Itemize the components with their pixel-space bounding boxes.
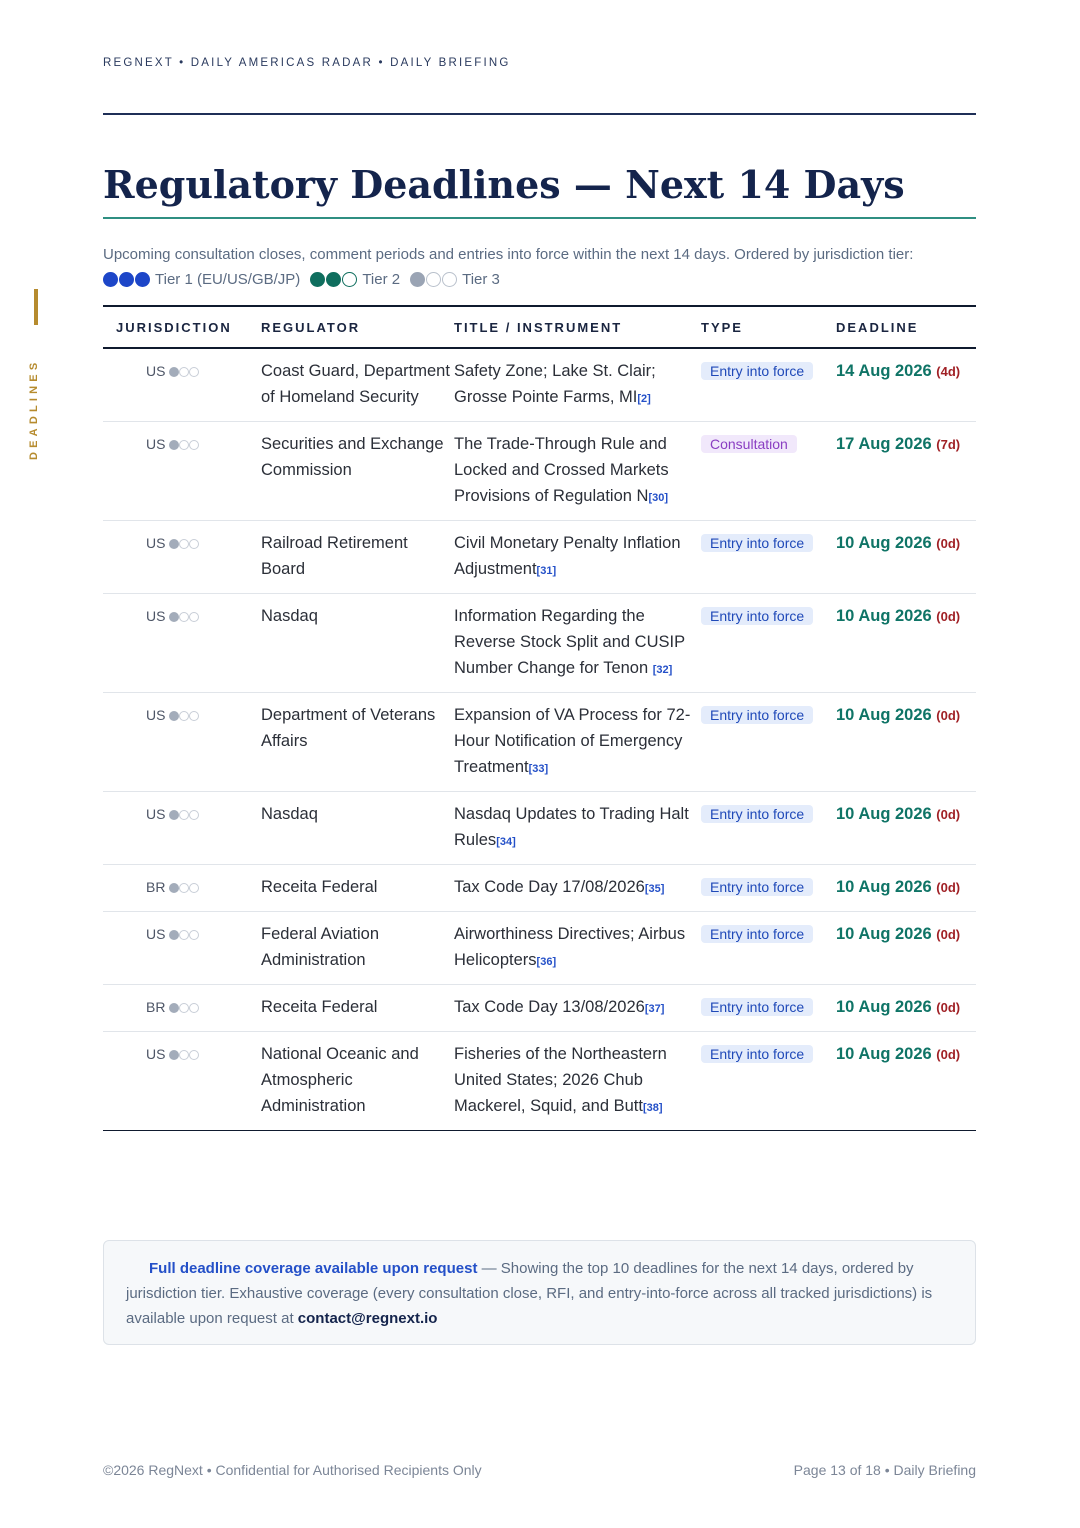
days-remaining: (0d) <box>936 1000 961 1015</box>
deadline-cell <box>836 422 976 521</box>
type-badge: Entry into force <box>701 805 813 823</box>
type-cell <box>701 521 836 594</box>
tier-dot-icon <box>326 272 341 287</box>
table-row <box>103 422 976 521</box>
tier-dot-icon <box>169 367 179 377</box>
days-remaining: (0d) <box>936 708 961 723</box>
days-remaining: (0d) <box>936 807 961 822</box>
type-cell <box>701 985 836 1032</box>
tier-dot-icon <box>189 1050 199 1060</box>
table-row <box>103 594 976 693</box>
tier-dot-icon <box>135 272 150 287</box>
jurisdiction-cell <box>103 792 261 865</box>
tier-dot-icon <box>169 930 179 940</box>
type-cell <box>701 912 836 985</box>
deadline-date: 14 Aug 2026 <box>836 362 932 380</box>
deadline-date: 10 Aug 2026 <box>836 1045 932 1063</box>
title-cell <box>454 865 701 912</box>
contact-email-link[interactable]: contact@regnext.io <box>297 1310 438 1327</box>
column-header-type: TYPE <box>701 306 836 348</box>
jurisdiction-code: US <box>146 1046 166 1062</box>
type-badge: Entry into force <box>701 998 813 1016</box>
jurisdiction-cell <box>103 1032 261 1131</box>
jurisdiction-cell <box>103 521 261 594</box>
days-remaining: (7d) <box>936 437 961 452</box>
tier-dot-icon <box>189 810 199 820</box>
tier-dot-icon <box>189 930 199 940</box>
instrument-title: Information Regarding the Reverse Stock Split and CUSIP Number Change for Tenon <box>454 607 685 677</box>
tier-dot-icon <box>179 883 189 893</box>
jurisdiction-cell <box>103 693 261 792</box>
jurisdiction-cell <box>103 422 261 521</box>
type-badge: Entry into force <box>701 607 813 625</box>
tier-dot-icon <box>410 272 425 287</box>
jurisdiction-code: US <box>146 926 166 942</box>
type-cell <box>701 792 836 865</box>
reference-link[interactable]: [37] <box>644 1003 665 1015</box>
tier-dot-icon <box>103 272 118 287</box>
instrument-title: The Trade-Through Rule and Locked and Crossed Markets Provisions of Regulation N <box>454 435 669 505</box>
deadline-date: 10 Aug 2026 <box>836 534 932 552</box>
jurisdiction-code: US <box>146 608 166 624</box>
table-row <box>103 865 976 912</box>
instrument-title: Nasdaq Updates to Trading Halt Rules <box>454 805 689 849</box>
deadline-cell <box>836 912 976 985</box>
deadline-date: 10 Aug 2026 <box>836 998 932 1016</box>
title-cell <box>454 348 701 422</box>
tier-dot-icon <box>179 711 189 721</box>
days-remaining: (0d) <box>936 1047 961 1062</box>
tier-dot-icon <box>169 612 179 622</box>
deadline-date: 17 Aug 2026 <box>836 435 932 453</box>
deadline-date: 10 Aug 2026 <box>836 925 932 943</box>
tier-2-label: Tier 2 <box>362 271 401 288</box>
instrument-title: Civil Monetary Penalty Inflation Adjustment <box>454 534 681 578</box>
type-badge: Entry into force <box>701 706 813 724</box>
jurisdiction-cell <box>103 865 261 912</box>
reference-link[interactable]: [2] <box>637 393 651 405</box>
reference-link[interactable]: [31] <box>536 565 557 577</box>
type-cell <box>701 594 836 693</box>
jurisdiction-code: BR <box>146 999 166 1015</box>
regulator-cell: National Oceanic and Atmospheric Administration <box>261 1045 419 1115</box>
days-remaining: (0d) <box>936 609 961 624</box>
tier-dot-icon <box>179 1050 189 1060</box>
regulator-cell: Railroad Retirement Board <box>261 521 454 594</box>
tier-dot-icon <box>189 367 199 377</box>
reference-link[interactable]: [33] <box>528 763 549 775</box>
title-cell <box>454 594 701 693</box>
tier-1-label: Tier 1 (EU/US/GB/JP) <box>155 271 301 288</box>
page-title: Regulatory Deadlines — Next 14 Days <box>103 162 905 207</box>
deadline-cell <box>836 693 976 792</box>
deadlines-table <box>103 305 976 1131</box>
tier-dot-icon <box>169 1003 179 1013</box>
jurisdiction-cell <box>103 985 261 1032</box>
notice-body: — Showing the top 10 deadlines for the next 14 days, ordered by jurisdiction tier. Exhaustive coverage (every consultation close, RFI, and entry-into-force across all tracked jurisdictions) is available upon request at <box>126 1260 933 1327</box>
reference-link[interactable]: [32] <box>652 664 673 676</box>
table-row <box>103 1032 976 1131</box>
side-section-label: DEADLINES <box>28 358 40 460</box>
regulator-cell: Department of Veterans Affairs <box>261 693 454 792</box>
type-cell <box>701 693 836 792</box>
instrument-title: Airworthiness Directives; Airbus Helicopters <box>454 925 686 969</box>
title-cell <box>454 985 701 1032</box>
tier-dot-icon <box>179 612 189 622</box>
column-header-deadline: DEADLINE <box>836 306 976 348</box>
type-badge: Entry into force <box>701 878 813 896</box>
table-row <box>103 985 976 1032</box>
regulator-cell: Nasdaq <box>261 594 454 693</box>
days-remaining: (4d) <box>936 364 961 379</box>
instrument-title: Expansion of VA Process for 72-Hour Notification of Emergency Treatment <box>454 706 691 776</box>
type-badge: Consultation <box>701 435 797 453</box>
tier-dot-icon <box>169 1050 179 1060</box>
tier-legend <box>103 267 983 292</box>
tier-dot-icon <box>426 272 441 287</box>
tier-dot-icon <box>169 539 179 549</box>
coverage-notice <box>103 1240 976 1345</box>
deadline-cell <box>836 594 976 693</box>
tier-dot-icon <box>442 272 457 287</box>
intro-text: Upcoming consultation closes, comment periods and entries into force within the next 14 days. Ordered by jurisdiction tier: <box>103 246 914 263</box>
title-cell <box>454 693 701 792</box>
tier-dot-icon <box>189 711 199 721</box>
jurisdiction-code: US <box>146 436 166 452</box>
instrument-title: Safety Zone; Lake St. Clair; Grosse Pointe Farms, MI <box>454 362 656 406</box>
deadline-cell <box>836 521 976 594</box>
type-badge: Entry into force <box>701 534 813 552</box>
table-row <box>103 521 976 594</box>
jurisdiction-code: BR <box>146 879 166 895</box>
tier-dot-icon <box>310 272 325 287</box>
column-header-regulator: REGULATOR <box>261 306 454 348</box>
tier-dot-icon <box>179 367 189 377</box>
table-row <box>103 348 976 422</box>
tier-dot-icon <box>189 440 199 450</box>
title-cell <box>454 1032 701 1131</box>
tier-dot-icon <box>179 930 189 940</box>
notice-lead: Full deadline coverage available upon request <box>149 1260 478 1277</box>
table-row <box>103 912 976 985</box>
header-divider <box>103 113 976 115</box>
tier-dot-icon <box>119 272 134 287</box>
deadline-cell <box>836 1032 976 1131</box>
days-remaining: (0d) <box>936 927 961 942</box>
type-badge: Entry into force <box>701 1045 813 1063</box>
title-cell <box>454 422 701 521</box>
regulator-cell: Federal Aviation Administration <box>261 912 454 985</box>
instrument-title: Tax Code Day 13/08/2026 <box>454 998 645 1016</box>
type-badge: Entry into force <box>701 925 813 943</box>
regulator-cell: Securities and Exchange Commission <box>261 422 454 521</box>
jurisdiction-code: US <box>146 806 166 822</box>
regulator-cell: Receita Federal <box>261 985 454 1032</box>
intro-block <box>103 242 983 292</box>
regulator-cell: Receita Federal <box>261 865 454 912</box>
tier-3-label: Tier 3 <box>462 271 500 288</box>
tier-dot-icon <box>342 272 357 287</box>
tier-dot-icon <box>189 539 199 549</box>
deadline-cell <box>836 348 976 422</box>
reference-link[interactable]: [30] <box>648 492 668 504</box>
jurisdiction-code: US <box>146 363 166 379</box>
tier-dot-icon <box>179 810 189 820</box>
tier-dot-icon <box>169 810 179 820</box>
deadline-cell <box>836 792 976 865</box>
header-line: REGNEXT • DAILY AMERICAS RADAR • DAILY BRIEFING <box>103 57 511 69</box>
deadline-cell <box>836 985 976 1032</box>
days-remaining: (0d) <box>936 536 961 551</box>
jurisdiction-cell <box>103 348 261 422</box>
tier-dot-icon <box>169 711 179 721</box>
side-accent-bar <box>34 289 38 325</box>
tier-dot-icon <box>169 883 179 893</box>
type-cell <box>701 865 836 912</box>
title-divider <box>103 217 976 219</box>
reference-link[interactable]: [38] <box>642 1102 663 1114</box>
footer-page-info: Page 13 of 18 • Daily Briefing <box>793 1462 976 1478</box>
column-header-jurisdiction: JURISDICTION <box>103 306 261 348</box>
type-cell <box>701 422 836 521</box>
reference-link[interactable]: [34] <box>496 836 516 848</box>
table-row <box>103 792 976 865</box>
reference-link[interactable]: [35] <box>644 883 665 895</box>
jurisdiction-code: US <box>146 707 166 723</box>
regulator-cell: Coast Guard, Department of Homeland Security <box>261 348 454 422</box>
deadline-cell <box>836 865 976 912</box>
tier-dot-icon <box>169 440 179 450</box>
type-badge: Entry into force <box>701 362 813 380</box>
tier-dot-icon <box>179 1003 189 1013</box>
instrument-title: Fisheries of the Northeastern United States; 2026 Chub Mackerel, Squid, and Butt <box>454 1045 667 1115</box>
tier-dot-icon <box>189 612 199 622</box>
jurisdiction-cell <box>103 594 261 693</box>
deadline-date: 10 Aug 2026 <box>836 878 932 896</box>
type-cell <box>701 348 836 422</box>
days-remaining: (0d) <box>936 880 961 895</box>
table-row <box>103 693 976 792</box>
column-header-title: TITLE / INSTRUMENT <box>454 306 701 348</box>
title-cell <box>454 912 701 985</box>
regulator-cell: Nasdaq <box>261 792 454 865</box>
deadline-date: 10 Aug 2026 <box>836 805 932 823</box>
type-cell <box>701 1032 836 1131</box>
tier-dot-icon <box>179 440 189 450</box>
jurisdiction-cell <box>103 912 261 985</box>
reference-link[interactable]: [36] <box>536 956 557 968</box>
tier-dot-icon <box>189 1003 199 1013</box>
tier-dot-icon <box>189 883 199 893</box>
title-cell <box>454 521 701 594</box>
tier-dot-icon <box>179 539 189 549</box>
deadline-date: 10 Aug 2026 <box>836 706 932 724</box>
footer-copyright: ©2026 RegNext • Confidential for Authorised Recipients Only <box>103 1462 482 1478</box>
title-cell <box>454 792 701 865</box>
instrument-title: Tax Code Day 17/08/2026 <box>454 878 645 896</box>
deadline-date: 10 Aug 2026 <box>836 607 932 625</box>
jurisdiction-code: US <box>146 535 166 551</box>
table-header-row <box>103 306 976 348</box>
